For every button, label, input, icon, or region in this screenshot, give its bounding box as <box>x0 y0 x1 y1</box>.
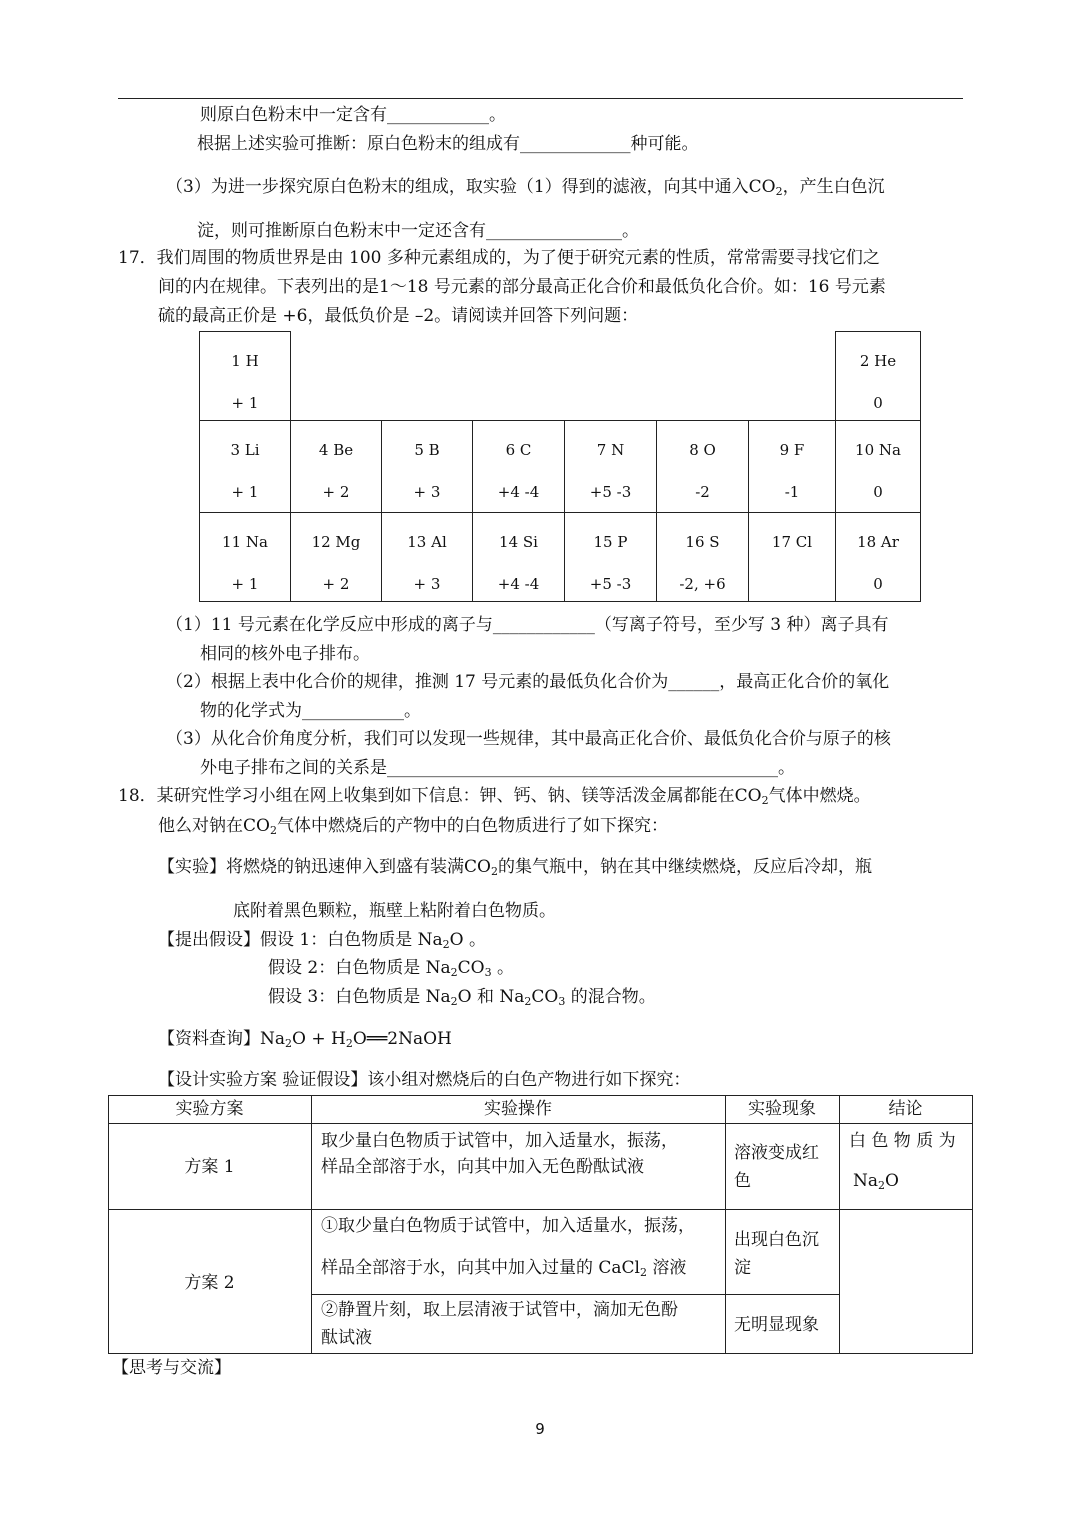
header-rule <box>118 98 963 99</box>
element-symbol: 14 Si <box>499 533 538 551</box>
plan2-operation-line1: ①取少量白色物质于试管中，加入适量水，振荡， <box>321 1216 695 1236</box>
q18-hypothesis-2: 假设 2：白色物质是 $Na_2CO_3$ 。 <box>268 958 514 979</box>
q17-sub2-line1: （2）根据上表中化合价的规律，推测 17 号元素的最低负化合价为______，最高正化合价的氧化 <box>166 672 890 692</box>
element-symbol: 3 Li <box>230 441 260 459</box>
element-cell <box>748 420 836 513</box>
element-cell <box>835 331 921 421</box>
element-symbol: 16 S <box>685 533 720 551</box>
element-valence: 0 <box>873 575 883 593</box>
q18-design-heading: 【设计实验方案 验证假设】该小组对燃烧后的白色产物进行如下探究： <box>158 1070 691 1090</box>
plan1-operation-line2: 样品全部溶于水，向其中加入无色酚酞试液 <box>321 1157 644 1177</box>
plan1-conclusion-line1: 白 色 物 质 为 <box>849 1131 956 1151</box>
element-valence: + 1 <box>231 575 259 593</box>
header-plan: 实验方案 <box>175 1099 244 1119</box>
q18-think-heading: 【思考与交流】 <box>112 1358 231 1378</box>
q18-stem-line2: 他么对钠在$CO_2$气体中燃烧后的产物中的白色物质进行了如下探究： <box>158 816 668 837</box>
q17-stem-line1: 17．我们周围的物质世界是由 100 多种元素组成的，为了便于研究元素的性质，常常需要寻找它们之 <box>118 248 880 268</box>
element-valence: -1 <box>784 483 800 501</box>
header-phenomenon: 实验现象 <box>748 1099 816 1119</box>
element-symbol: 4 Be <box>318 441 354 459</box>
element-cell <box>199 331 291 421</box>
table-border <box>725 1095 726 1354</box>
element-valence: 0 <box>873 483 883 501</box>
table-border <box>311 1095 312 1354</box>
q16-part3-line2: 淀，则可推断原白色粉末中一定还含有________________。 <box>197 221 639 241</box>
table-border <box>108 1095 109 1354</box>
plan1-phenomenon-line2: 色 <box>734 1171 751 1191</box>
element-symbol: 11 Na <box>222 533 268 551</box>
plan2-operation-line2: 样品全部溶于水，向其中加入过量的 CaCl$_2$ 溶液 <box>321 1258 687 1279</box>
experiment-table <box>108 1095 973 1354</box>
element-cell <box>472 512 565 602</box>
q17-sub3-line1: （3）从化合价角度分析，我们可以发现一些规律，其中最高正化合价、最低负化合价与原子的核 <box>166 729 891 749</box>
element-cell <box>381 512 473 602</box>
plan1-name: 方案 1 <box>184 1157 235 1177</box>
q16-part3-line1: （3）为进一步探究原白色粉末的组成，取实验（1）得到的滤液，向其中通入$CO_2$，产生白色沉 <box>166 177 885 198</box>
element-cell <box>835 420 921 513</box>
element-valence: + 1 <box>231 394 259 412</box>
periodic-table <box>199 331 921 602</box>
element-cell <box>656 420 749 513</box>
element-cell <box>835 512 921 602</box>
q17-stem-line2: 间的内在规律。下表列出的是1～18 号元素的部分最高正化合价和最低负化合价。如：16 号元素 <box>158 277 886 297</box>
element-cell <box>199 512 291 602</box>
q16-line2: 根据上述实验可推断：原白色粉末的组成有_____________种可能。 <box>197 134 699 154</box>
element-symbol: 5 B <box>414 441 440 459</box>
plan2-name: 方案 2 <box>184 1273 235 1293</box>
table-border <box>839 1095 840 1354</box>
element-cell <box>290 420 382 513</box>
element-valence: +5 -3 <box>589 575 632 593</box>
q18-experiment-line1: 【实验】将燃烧的钠迅速伸入到盛有装满$CO_2$的集气瓶中，钠在其中继续燃烧，反应后冷却，瓶 <box>158 857 872 878</box>
element-symbol: 18 Ar <box>857 533 899 551</box>
element-symbol: 2 He <box>859 352 897 370</box>
element-symbol: 15 P <box>593 533 628 551</box>
table-border <box>108 1353 973 1354</box>
element-symbol: 8 O <box>689 441 716 459</box>
element-cell <box>199 420 291 513</box>
element-symbol: 13 Al <box>407 533 447 551</box>
element-valence: + 3 <box>413 575 441 593</box>
header-operation: 实验操作 <box>484 1099 552 1119</box>
q17-sub1-line2: 相同的核外电子排布。 <box>200 644 370 664</box>
element-valence: +5 -3 <box>589 483 632 501</box>
element-cell <box>564 420 657 513</box>
plan1-operation-line1: 取少量白色物质于试管中，加入适量水，振荡， <box>321 1131 678 1151</box>
plan2-phenomenon-line1: 出现白色沉 <box>734 1230 819 1250</box>
table-border <box>108 1209 973 1210</box>
page-number: 9 <box>535 1420 545 1438</box>
table-border <box>311 1294 839 1295</box>
element-cell <box>472 420 565 513</box>
element-cell <box>381 420 473 513</box>
element-valence: + 1 <box>231 483 259 501</box>
plan2-phenomenon-line3: 无明显现象 <box>734 1315 819 1335</box>
element-symbol: 17 Cl <box>771 533 813 551</box>
element-valence: + 3 <box>413 483 441 501</box>
element-cell <box>564 512 657 602</box>
element-symbol: 12 Mg <box>311 533 361 551</box>
q18-hypothesis-3: 假设 3：白色物质是 $Na_2O$ 和 $Na_2CO_3$ 的混合物。 <box>268 987 656 1008</box>
q17-sub3-line2: 外电子排布之间的关系是______________________________________________。 <box>200 758 795 778</box>
element-valence: + 2 <box>322 575 350 593</box>
element-valence: 0 <box>873 394 883 412</box>
element-symbol: 10 Na <box>855 441 901 459</box>
plan2-operation-line4: 酞试液 <box>321 1328 372 1348</box>
q17-stem-line3: 硫的最高正价是 +6，最低负价是 –2。请阅读并回答下列问题： <box>158 306 639 326</box>
element-valence: -2, +6 <box>679 575 726 593</box>
element-cell <box>748 512 836 602</box>
q17-sub1-line1: （1）11 号元素在化学反应中形成的离子与____________（写离子符号，至少写 3 种）离子具有 <box>166 615 889 635</box>
element-cell <box>656 512 749 602</box>
element-symbol: 7 N <box>596 441 625 459</box>
plan1-phenomenon-line1: 溶液变成红 <box>734 1143 819 1163</box>
q18-reference: 【资料查询】$Na_2O$ + $H_2O══2NaOH$ <box>158 1029 452 1050</box>
plan2-operation-line3: ②静置片刻，取上层清液于试管中，滴加无色酚 <box>321 1300 678 1320</box>
q17-sub2-line2: 物的化学式为____________。 <box>200 701 421 721</box>
element-valence: -2 <box>695 483 710 501</box>
element-valence: +4 -4 <box>497 575 540 593</box>
plan2-phenomenon-line2: 淀 <box>734 1258 751 1278</box>
element-symbol: 6 C <box>505 441 532 459</box>
plan1-conclusion-line2: $Na_2O$ <box>853 1171 899 1192</box>
element-symbol: 1 H <box>231 352 259 370</box>
element-cell <box>290 512 382 602</box>
q16-line1: 则原白色粉末中一定含有____________。 <box>200 105 506 125</box>
element-valence: +4 -4 <box>497 483 540 501</box>
table-border <box>972 1095 973 1354</box>
element-valence: + 2 <box>322 483 350 501</box>
header-conclusion: 结论 <box>888 1099 923 1119</box>
q18-experiment-line2: 底附着黑色颗粒，瓶壁上粘附着白色物质。 <box>233 901 556 921</box>
q18-stem-line1: 18．某研究性学习小组在网上收集到如下信息：钾、钙、钠、镁等活泼金属都能在$CO_2$气体中燃烧。 <box>118 786 871 807</box>
table-border <box>108 1123 973 1124</box>
element-symbol: 9 F <box>779 441 805 459</box>
q18-hypothesis-1: 【提出假设】假设 1：白色物质是 $Na_2O$ 。 <box>158 930 486 951</box>
